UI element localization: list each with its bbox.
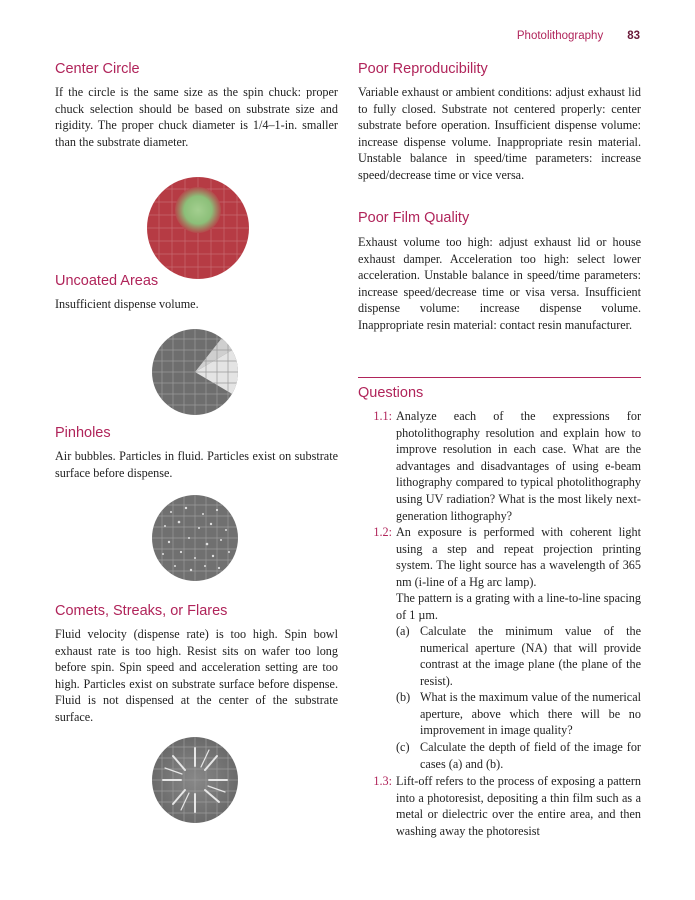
- pinholes-wafer-illustration: [151, 494, 239, 582]
- question-1-2: [358, 524, 641, 590]
- subpart-label: (a): [396, 624, 410, 638]
- page-number: 83: [627, 30, 640, 42]
- text-center-circle: If the circle is the same size as the spin chuck: proper chuck selection should be based on substrate size and rigidity. The proper chuck diameter is 1/4–1-in. smaller than the substrate diameter.: [55, 85, 338, 149]
- text-poor-film-quality: Exhaust volume too high: adjust exhaust lid or house exhaust damper. Acceleration too high: select lower acceleration. Unstable balance in speed/time parameters: increase speed/decrease time or visa versa. Insufficient dispense volume: increase dispense volume. Inappropriate resin material: contact resin manufacturer.: [358, 235, 641, 332]
- heading-uncoated-areas: Uncoated Areas: [55, 273, 159, 289]
- comets-wafer-illustration: [151, 736, 239, 824]
- heading-questions: Questions: [358, 385, 424, 401]
- text-poor-reproducibility: Variable exhaust or ambient conditions: adjust exhaust lid to fully closed. Substrate not centered properly: center substrate before operation. Insufficient dispense volume: increase dispense volume. Inappropriate resin material. Unstable balance in speed/time parameters: increase speed/decrease time or vice versa.: [358, 85, 641, 182]
- question-1-2-b: [396, 689, 641, 739]
- center-circle-wafer-illustration: [146, 176, 250, 280]
- question-number: 1.2:: [373, 525, 392, 539]
- question-1-1: [358, 408, 641, 524]
- text-comets-streaks-flares: Fluid velocity (dispense rate) is too high. Spin bowl exhaust rate is too high. Resist sits on wafer too long before spin. Spin speed and acceleration setting are too high. Particles exist on substrate surface before dispense. Fluid is not dispensed at the center of the substrate surface.: [55, 627, 338, 724]
- section-divider: [358, 377, 641, 378]
- question-text: An exposure is performed with coherent light using a step and repeat projection printing system. The light source has a wavelength of 365 nm (i-line of a Hg arc lamp).: [396, 525, 641, 589]
- question-1-2-c: [396, 739, 641, 772]
- heading-poor-reproducibility: Poor Reproducibility: [358, 61, 488, 77]
- subpart-text: Calculate the minimum value of the numerical aperture (NA) that will provide contrast at the image plane (the plane of the resist).: [420, 624, 641, 688]
- question-text: Analyze each of the expressions for photolithography resolution and explain how to improve resolution in each case. What are the advantages and disadvantages of using e-beam lithography compared to typical photolithography using UV radiation? What is the most likely next-generation lithography?: [396, 409, 641, 523]
- running-title: Photolithography: [516, 30, 604, 42]
- text-uncoated-areas: Insufficient dispense volume.: [55, 297, 199, 311]
- question-text: Lift-off refers to the process of exposing a pattern into a photoresist, depositing a thin film such as a metal or dielectric over the entire area, and then washing away the photoresist: [396, 774, 641, 838]
- running-head: [517, 30, 640, 42]
- heading-comets-streaks-flares: Comets, Streaks, or Flares: [55, 603, 228, 619]
- question-1-3: [358, 773, 641, 839]
- heading-poor-film-quality: Poor Film Quality: [358, 210, 470, 226]
- question-1-2-a: [396, 623, 641, 689]
- question-1-2-continuation: The pattern is a grating with a line-to-line spacing of 1 µm.: [396, 591, 641, 622]
- text-pinholes: Air bubbles. Particles in fluid. Particles exist on substrate surface before dispense.: [55, 449, 338, 480]
- uncoated-areas-wafer-illustration: [151, 328, 239, 416]
- question-number: 1.3:: [373, 774, 392, 788]
- subpart-label: (c): [396, 740, 410, 754]
- heading-pinholes: Pinholes: [55, 425, 111, 441]
- subpart-text: Calculate the depth of field of the image for cases (a) and (b).: [420, 740, 641, 771]
- question-number: 1.1:: [373, 409, 392, 423]
- subpart-label: (b): [396, 690, 411, 704]
- heading-center-circle: Center Circle: [55, 61, 140, 77]
- subpart-text: What is the maximum value of the numerical aperture, above which there will be no improvement in image quality?: [420, 690, 641, 738]
